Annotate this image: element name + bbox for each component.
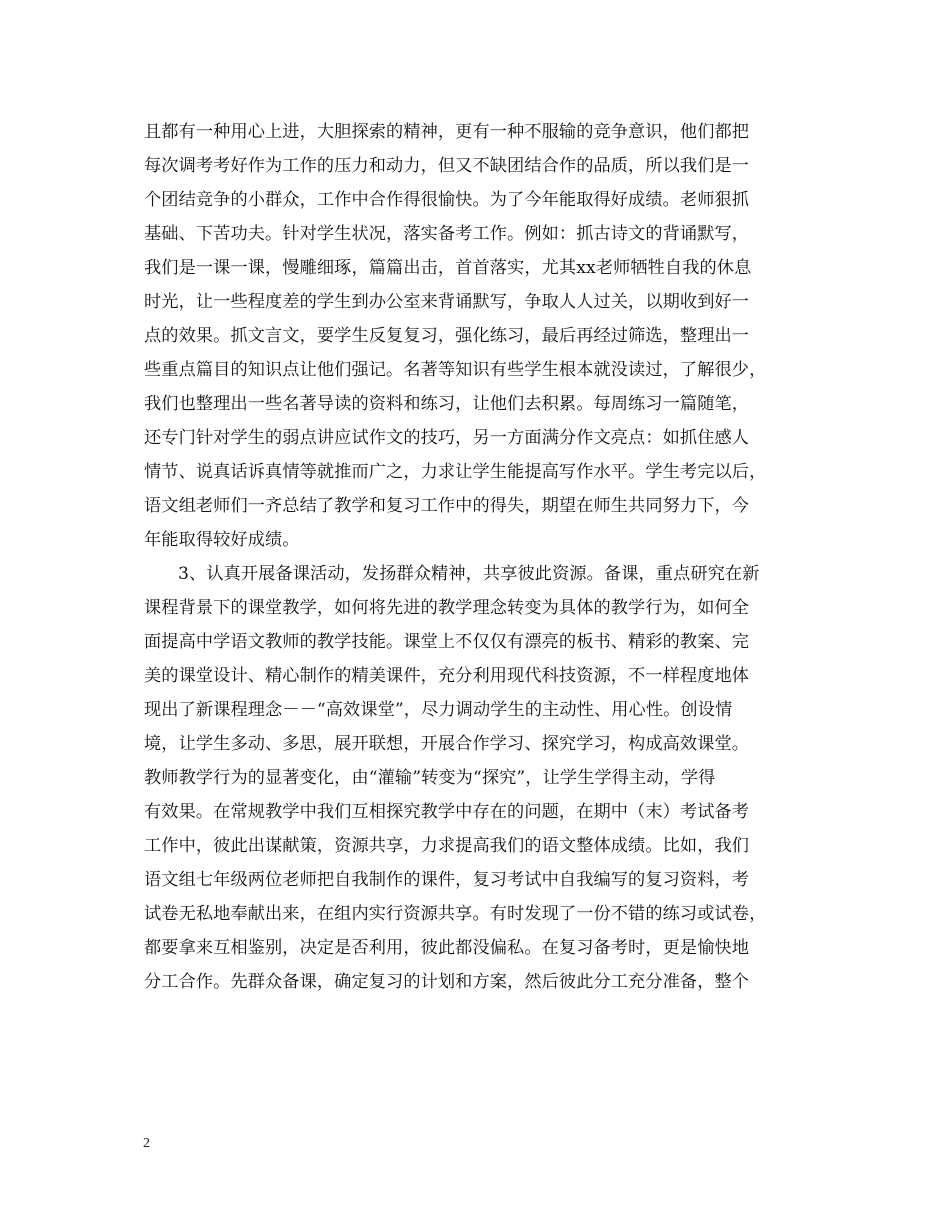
text-line: 分工合作。先群众备课，确定复习的计划和方案，然后彼此分工充分准备，整个: [144, 972, 750, 992]
text-line: 课程背景下的课堂教学，如何将先进的教学理念转变为具体的教学行为，如何全: [144, 598, 750, 618]
text-line: 语文组七年级两位老师把自我制作的课件，复习考试中自我编写的复习资料，考: [144, 870, 750, 890]
text-line: 都要拿来互相鉴别，决定是否利用，彼此都没偏私。在复习备考时，更是愉快地: [144, 938, 750, 958]
text-line: 点的效果。抓文言文，要学生反复复习，强化练习，最后再经过筛选，整理出一: [144, 326, 750, 346]
text-line: 个团结竞争的小群众，工作中合作得很愉快。为了今年能取得好成绩。老师狠抓: [144, 190, 750, 210]
text-line: 基础、下苦功夫。针对学生状况，落实备考工作。例如：抓古诗文的背诵默写，: [144, 224, 750, 244]
text-line: 美的课堂设计、精心制作的精美课件，充分利用现代科技资源，不一样程度地体: [144, 666, 750, 686]
text-line: 我们也整理出一些名著导读的资料和练习，让他们去积累。每周练习一篇随笔，: [144, 394, 750, 414]
text-line: 且都有一种用心上进，大胆探索的精神，更有一种不服输的竞争意识，他们都把: [144, 122, 750, 142]
text-line: 时光，让一些程度差的学生到办公室来背诵默写，争取人人过关，以期收到好一: [144, 292, 750, 312]
text-line: 些重点篇目的知识点让他们强记。名著等知识有些学生根本就没读过，了解很少，: [144, 360, 767, 380]
text-line: 还专门针对学生的弱点讲应试作文的技巧，另一方面满分作文亮点：如抓住感人: [144, 428, 750, 448]
text-line: 教师教学行为的显著变化，由“灌输”转变为“探究”，让学生学得主动，学得: [144, 768, 716, 788]
text-line: 有效果。在常规教学中我们互相探究教学中存在的问题，在期中（末）考试备考: [144, 802, 750, 822]
text-line: 面提高中学语文教师的教学技能。课堂上不仅仅有漂亮的板书、精彩的教案、完: [144, 632, 750, 652]
page-number: 2: [143, 1136, 150, 1151]
text-line: 试卷无私地奉献出来，在组内实行资源共享。有时发现了一份不错的练习或试卷，: [144, 904, 767, 924]
text-line: 境，让学生多动、多思，展开联想，开展合作学习、探究学习，构成高效课堂。: [144, 734, 750, 754]
text-line: 每次调考考好作为工作的压力和动力，但又不缺团结合作的品质，所以我们是一: [144, 156, 750, 176]
text-line: 语文组老师们一齐总结了教学和复习工作中的得失，期望在师生共同努力下，今: [144, 496, 750, 516]
text-line: 工作中，彼此出谋献策，资源共享，力求提高我们的语文整体成绩。比如，我们: [144, 836, 750, 856]
paragraph-first-line: 3、认真开展备课活动，发扬群众精神，共享彼此资源。备课，重点研究在新: [178, 564, 760, 584]
text-line: 年能取得较好成绩。: [144, 530, 300, 550]
text-line: 我们是一课一课，慢雕细琢，篇篇出击，首首落实，尤其xx老师牺牲自我的休息: [144, 258, 752, 278]
text-line: 情节、说真话诉真情等就推而广之，力求让学生能提高写作水平。学生考完以后，: [144, 462, 767, 482]
text-line: 现出了新课程理念－－“高效课堂”，尽力调动学生的主动性、用心性。创设情: [144, 700, 733, 720]
